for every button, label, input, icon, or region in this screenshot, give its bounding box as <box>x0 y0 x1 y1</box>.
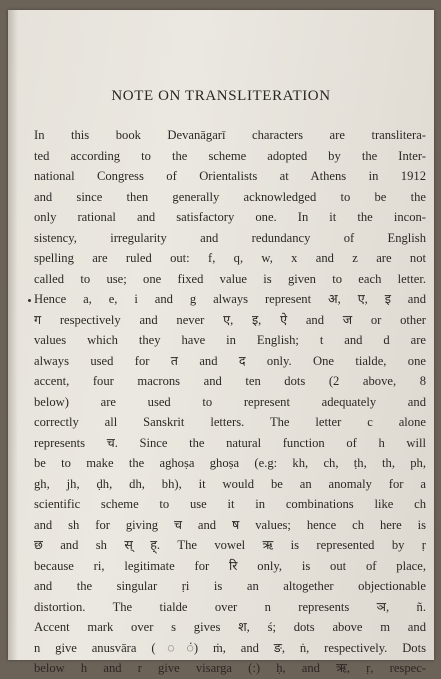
text-line: only rational and satisfactory one. In it the incon- <box>34 210 426 224</box>
text-line: spelling are ruled out: f, q, w, x and z are not <box>34 251 426 265</box>
text-line: always used for त and द only. One tialde, one <box>34 353 426 368</box>
text-line: Accent mark over s gives श, ś; dots above m and <box>34 620 426 634</box>
text-line: Hence a, e, i and g always represent अ, ए, इ and <box>34 292 426 306</box>
text-line: and sh for giving च and ष values; hence ch here is <box>34 517 426 532</box>
text-line: sistency, irregularity and redundancy of English <box>34 230 426 245</box>
text-line: In this book Devanāgarī characters are translitera- <box>34 128 426 142</box>
text-line: called to use; one fixed value is given to each letter. <box>34 271 426 286</box>
text-line: distortion. The tialde over n represents ञ, ñ. <box>34 599 426 614</box>
text-line: scientific scheme to use it in combinations like ch <box>34 497 426 511</box>
text-line: छ and sh स् ह्. The vowel ऋ is represented by ṛ <box>34 538 426 552</box>
text-line: because ri, legitimate for रि only, is out of place, <box>34 558 426 573</box>
body-paragraph <box>34 125 426 679</box>
margin-dot-mark <box>28 299 31 302</box>
text-line: correctly all Sanskrit letters. The letter c alone <box>34 415 426 429</box>
text-line: be to make the aghoṣa ghoṣa (e.g: kh, ch, ṭh, th, ph, <box>34 456 426 470</box>
page-shadow-edge <box>8 10 18 660</box>
text-line: and since then generally acknowledged to be the <box>34 189 426 204</box>
page-heading: NOTE ON TRANSLITERATION <box>111 88 331 104</box>
text-line: ग respectively and never ए, इ, ऐ and ज or other <box>34 312 426 327</box>
text-line: gh, jh, ḍh, dh, bh), it would be an anomaly for a <box>34 476 426 491</box>
text-line: n give anusvāra (◌ं) ṁ, and ङ, ṅ, respectively. Dots <box>34 640 426 655</box>
text-line: represents च. Since the natural function of h will <box>34 435 426 450</box>
text-line: accent, four macrons and ten dots (2 above, 8 <box>34 374 426 388</box>
text-line: national Congress of Orientalists at Athens in 1912 <box>34 169 426 183</box>
text-line: below) are used to represent adequately and <box>34 394 426 409</box>
text-line: and the singular ṛi is an altogether objectionable <box>34 579 426 593</box>
text-line: values which they have in English; t and d are <box>34 333 426 347</box>
book-page <box>8 10 434 675</box>
text-line: below h and r give visarga (:) ḥ, and ऋ, ṛ, respec- <box>34 661 426 675</box>
text-line: ted according to the scheme adopted by the Inter- <box>34 148 426 163</box>
